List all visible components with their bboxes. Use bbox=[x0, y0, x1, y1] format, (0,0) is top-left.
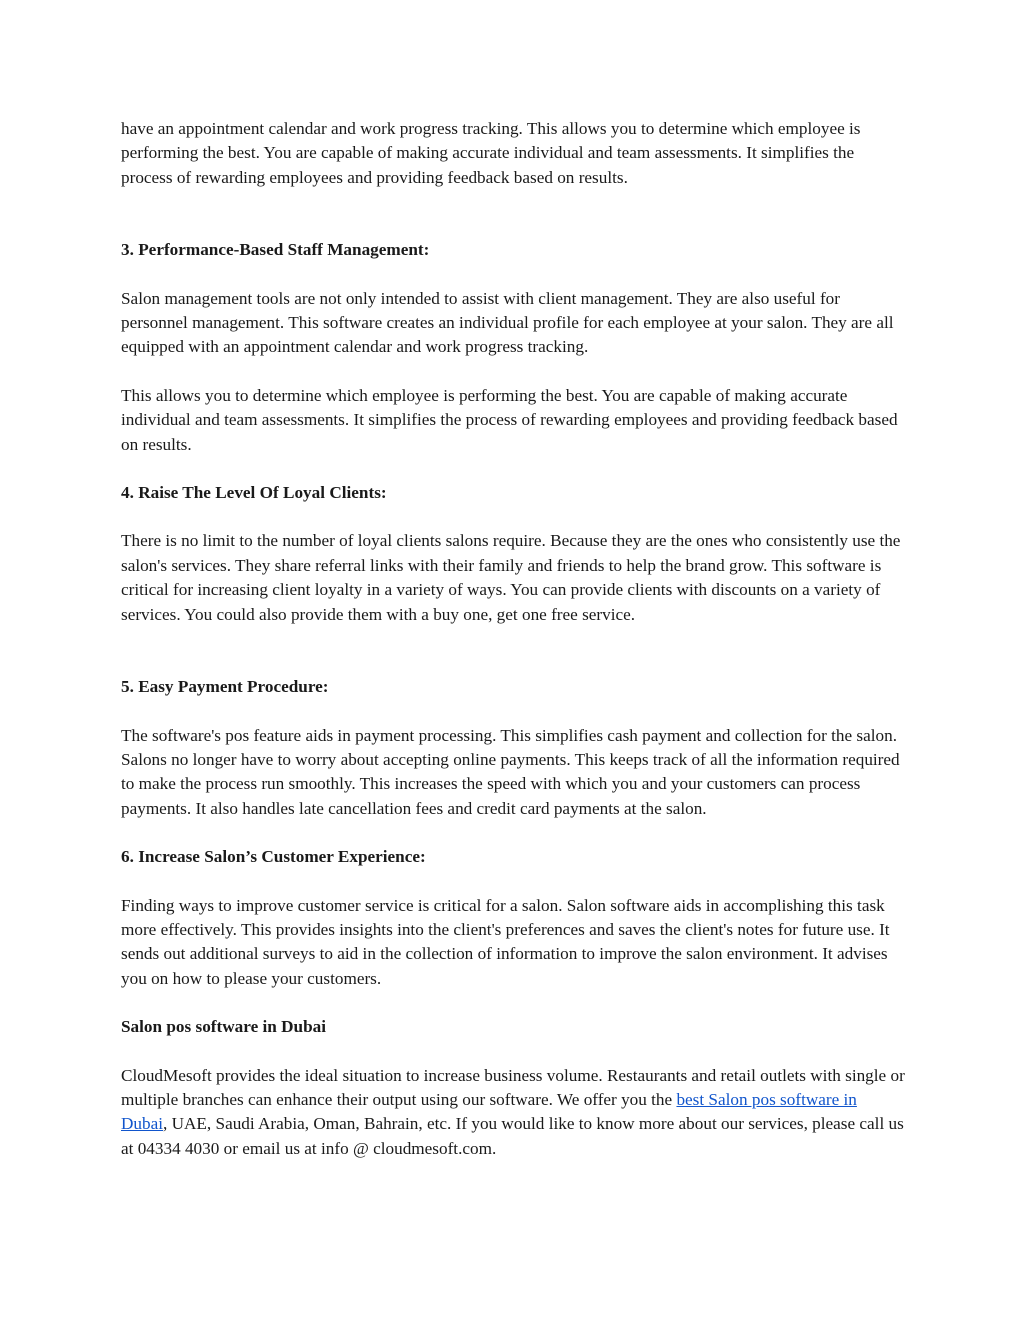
intro-paragraph: have an appointment calendar and work progress tracking. This allows you to determine which employee is performing the best. You are capable of making accurate individual and team assessments. It simplifies the process of rewarding employees and providing feedback based on results. bbox=[121, 119, 861, 187]
dubai-paragraph bbox=[121, 1064, 906, 1162]
section-4-paragraph: There is no limit to the number of loyal clients salons require. Because they are the ones who consistently use the salon's services. They share referral links with their family and friends to help the brand grow. This software is critical for increasing client loyalty in a variety of ways. You can provide clients with discounts on a variety of services. You could also provide them with a buy one, get one free service. bbox=[121, 531, 901, 624]
section-3-heading: 3. Performance-Based Staff Management: bbox=[121, 240, 430, 260]
document-page bbox=[121, 117, 906, 1161]
dubai-text-after-link: , UAE, Saudi Arabia, Oman, Bahrain, etc. If you would like to know more about our services, please call us at 04334 4030 or email us at info @ cloudmesoft.com. bbox=[121, 1114, 904, 1158]
section-5-paragraph: The software's pos feature aids in payment processing. This simplifies cash payment and collection for the salon. Salons no longer have to worry about accepting online payments. This keeps track of all the information required to make the process run smoothly. This increases the speed with which you and your customers can process payments. It also handles late cancellation fees and credit card payments at the salon. bbox=[121, 725, 900, 818]
section-4-heading: 4. Raise The Level Of Loyal Clients: bbox=[121, 483, 387, 503]
dubai-heading: Salon pos software in Dubai bbox=[121, 1017, 327, 1037]
section-5-heading: 5. Easy Payment Procedure: bbox=[121, 677, 329, 697]
best-salon-pos-link[interactable]: best Salon pos software in Dubai bbox=[121, 1089, 857, 1134]
section-6-heading: 6. Increase Salon’s Customer Experience: bbox=[121, 847, 426, 867]
section-6-paragraph: Finding ways to improve customer service is critical for a salon. Salon software aids in accomplishing this task more effectively. This provides insights into the client's preferences and saves the client's notes for future use. It sends out additional surveys to aid in the collection of information to improve the salon environment. It advises you on how to please your customers. bbox=[121, 895, 890, 988]
section-3-paragraph-2: This allows you to determine which employee is performing the best. You are capable of making accurate individual and team assessments. It simplifies the process of rewarding employees and providing feedback based on results. bbox=[121, 385, 898, 454]
dubai-text-before-link: CloudMesoft provides the ideal situation to increase business volume. Restaurants and retail outlets with single or multiple branches can enhance their output using our software. We offer you the bbox=[121, 1065, 905, 1109]
section-3-paragraph-1: Salon management tools are not only intended to assist with client management. They are also useful for personnel management. This software creates an individual profile for each employee at your salon. They are all equipped with an appointment calendar and work progress tracking. bbox=[121, 288, 894, 357]
